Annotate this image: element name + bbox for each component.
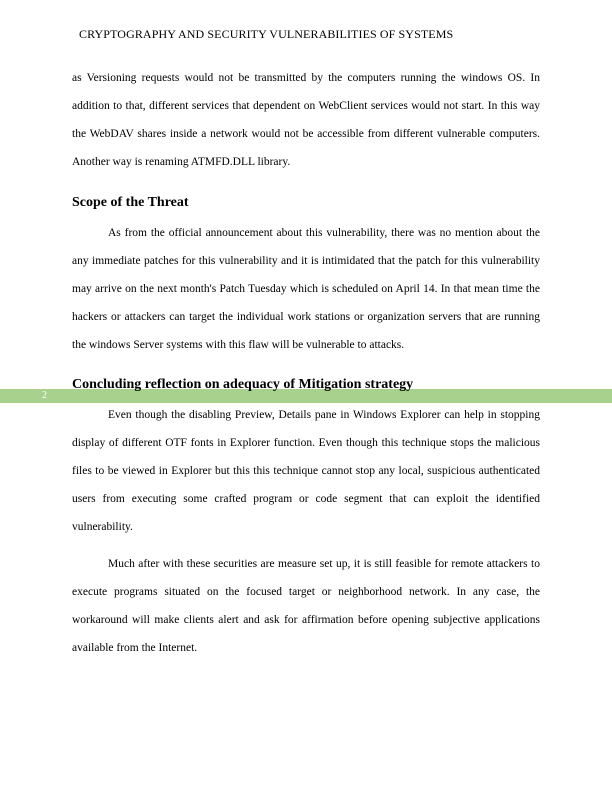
running-header: CRYPTOGRAPHY AND SECURITY VULNERABILITIES OF SYSTEMS <box>79 27 454 41</box>
body-paragraph-1: as Versioning requests would not be transmitted by the computers running the windows OS. In addition to that, different services that dependent on WebClient services would not start. In this way the WebDAV shares inside a network would not be accessible from different vulnerable computers. Another way is renaming ATMFD.DLL library. <box>72 72 540 168</box>
section-heading-reflection: Concluding reflection on adequacy of Mitigation strategy <box>72 377 414 392</box>
section-heading-scope: Scope of the Threat <box>72 195 189 210</box>
body-paragraph-2: As from the official announcement about this vulnerability, there was no mention about the any immediate patches for this vulnerability and it is intimidated that the patch for this vulnerability may arrive on the next month's Patch Tuesday which is scheduled on April 14. In that mean time the hackers or attackers can target the individual work stations or organization servers that are running the windows Server systems with this flaw will be vulnerable to attacks. <box>72 227 540 351</box>
page-number: 2 <box>42 390 47 401</box>
body-paragraph-3: Even though the disabling Preview, Details pane in Windows Explorer can help in stopping display of different OTF fonts in Explorer function. Even though this technique stops the malicious files to be viewed in Explorer but this this technique cannot stop any local, suspicious authenticated users from executing some crafted program or code segment that can exploit the identified vulnerability. <box>72 409 540 533</box>
body-paragraph-4: Much after with these securities are measure set up, it is still feasible for remote attackers to execute programs situated on the focused target or neighborhood network. In any case, the workaround will make clients alert and ask for affirmation before opening subjective applications available from the Internet. <box>72 558 540 654</box>
